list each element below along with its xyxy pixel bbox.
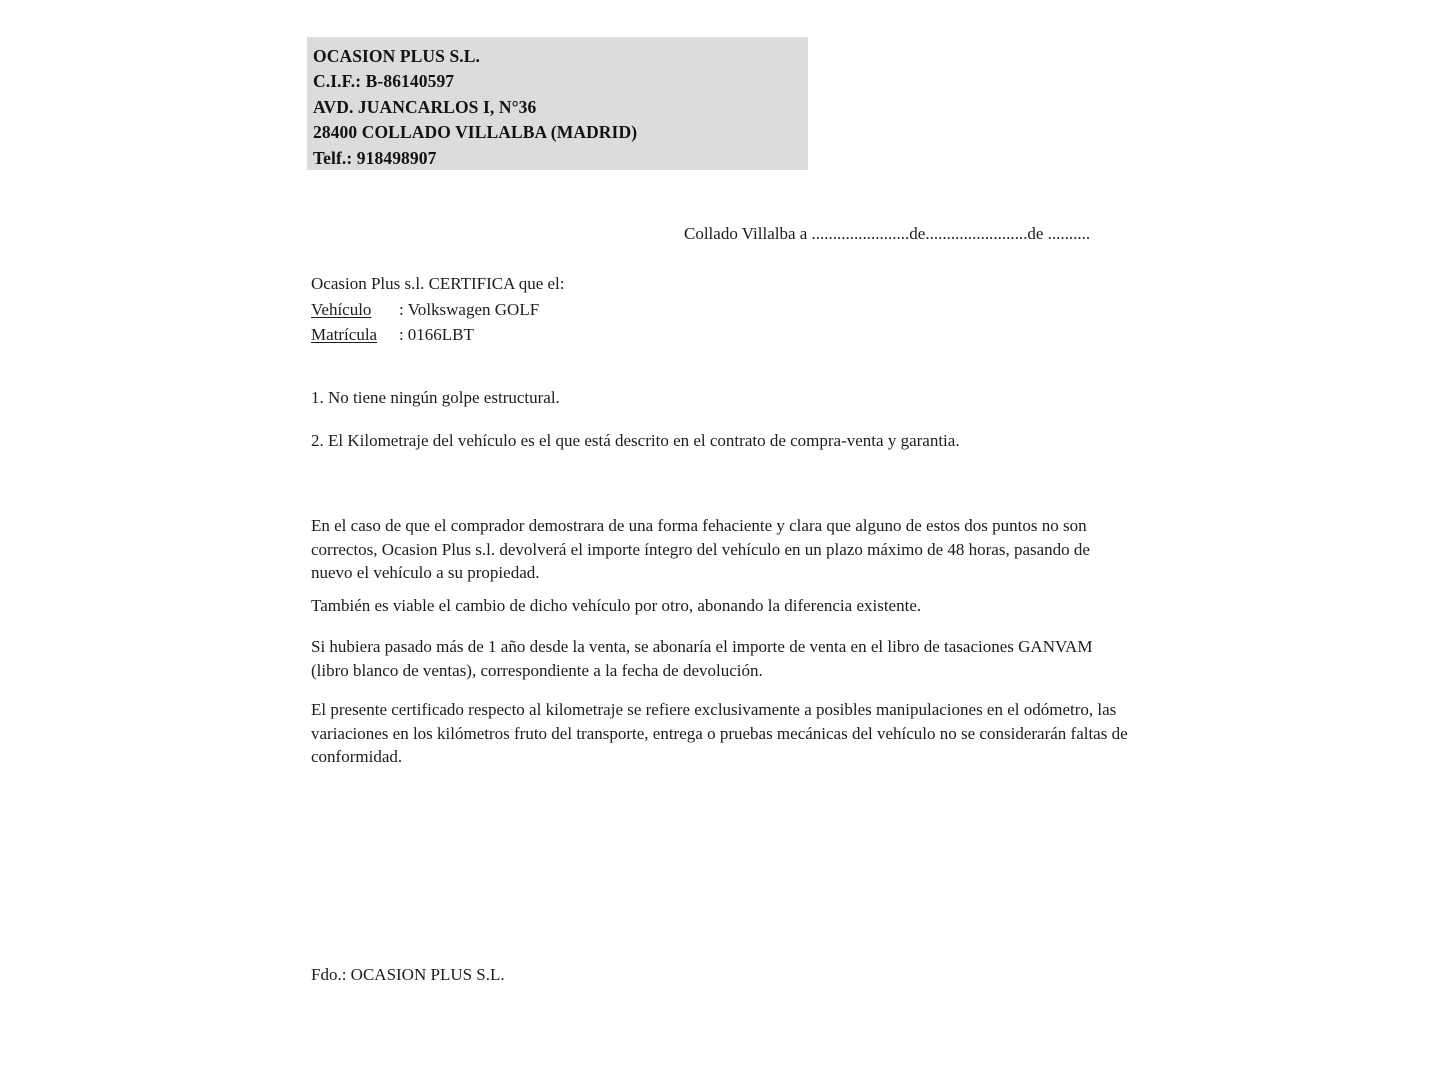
vehicle-field-value: Volkswagen GOLF xyxy=(407,299,540,319)
letterhead-street-address: AVD. JUANCARLOS I, N°36 xyxy=(313,96,537,117)
paragraph-one-year-valuation: Si hubiera pasado más de 1 año desde la venta, se abonaría el importe de venta en el libro de tasaciones GANVAM (libro blanco de ventas), correspondiente a la fecha de devolución. xyxy=(311,637,1093,680)
plate-field-label: Matrícula xyxy=(311,325,378,344)
plate-field-value: 0166LBT xyxy=(407,325,474,344)
letterhead-city-line: 28400 COLLADO VILLALBA (MADRID) xyxy=(313,122,638,143)
vehicle-field-label: Vehículo xyxy=(311,299,372,319)
letterhead-company-name: OCASION PLUS S.L. xyxy=(313,46,481,66)
date-line: Collado Villalba a .......................de........................de .......... xyxy=(684,224,1091,243)
vehicle-field-row xyxy=(311,297,1011,323)
paragraph-vehicle-exchange: También es viable el cambio de dicho vehículo por otro, abonando la diferencia existente. xyxy=(311,596,922,615)
letterhead-block xyxy=(307,37,808,170)
certified-point-2: 2. El Kilometraje del vehículo es el que está descrito en el contrato de compra-venta y garantia. xyxy=(311,431,960,450)
certification-block xyxy=(311,271,1011,348)
signature-line: Fdo.: OCASION PLUS S.L. xyxy=(311,965,505,984)
letterhead-tax-id: C.I.F.: B-86140597 xyxy=(313,71,455,92)
letterhead-phone: Telf.: 918498907 xyxy=(313,147,437,168)
paragraph-odometer-scope: El presente certificado respecto al kilometraje se refiere exclusivamente a posibles manipulaciones en el odómetro, las variaciones en los kilómetros fruto del transporte, entrega o pruebas mecánicas del vehículo no se considerarán faltas de conformidad. xyxy=(311,700,1128,766)
vehicle-field-separator: : xyxy=(399,299,404,319)
plate-field-row xyxy=(311,322,1011,348)
certified-point-1: 1. No tiene ningún golpe estructural. xyxy=(311,388,560,407)
plate-field-separator: : xyxy=(399,325,404,344)
paragraph-refund-terms: En el caso de que el comprador demostrara de una forma fehaciente y clara que alguno de estos dos puntos no son correctos, Ocasion Plus s.l. devolverá el importe íntegro del vehículo en un plazo máximo de 48 horas, pasando de nuevo el vehículo a su propiedad. xyxy=(311,516,1090,582)
certification-intro: Ocasion Plus s.l. CERTIFICA que el: xyxy=(311,274,565,293)
